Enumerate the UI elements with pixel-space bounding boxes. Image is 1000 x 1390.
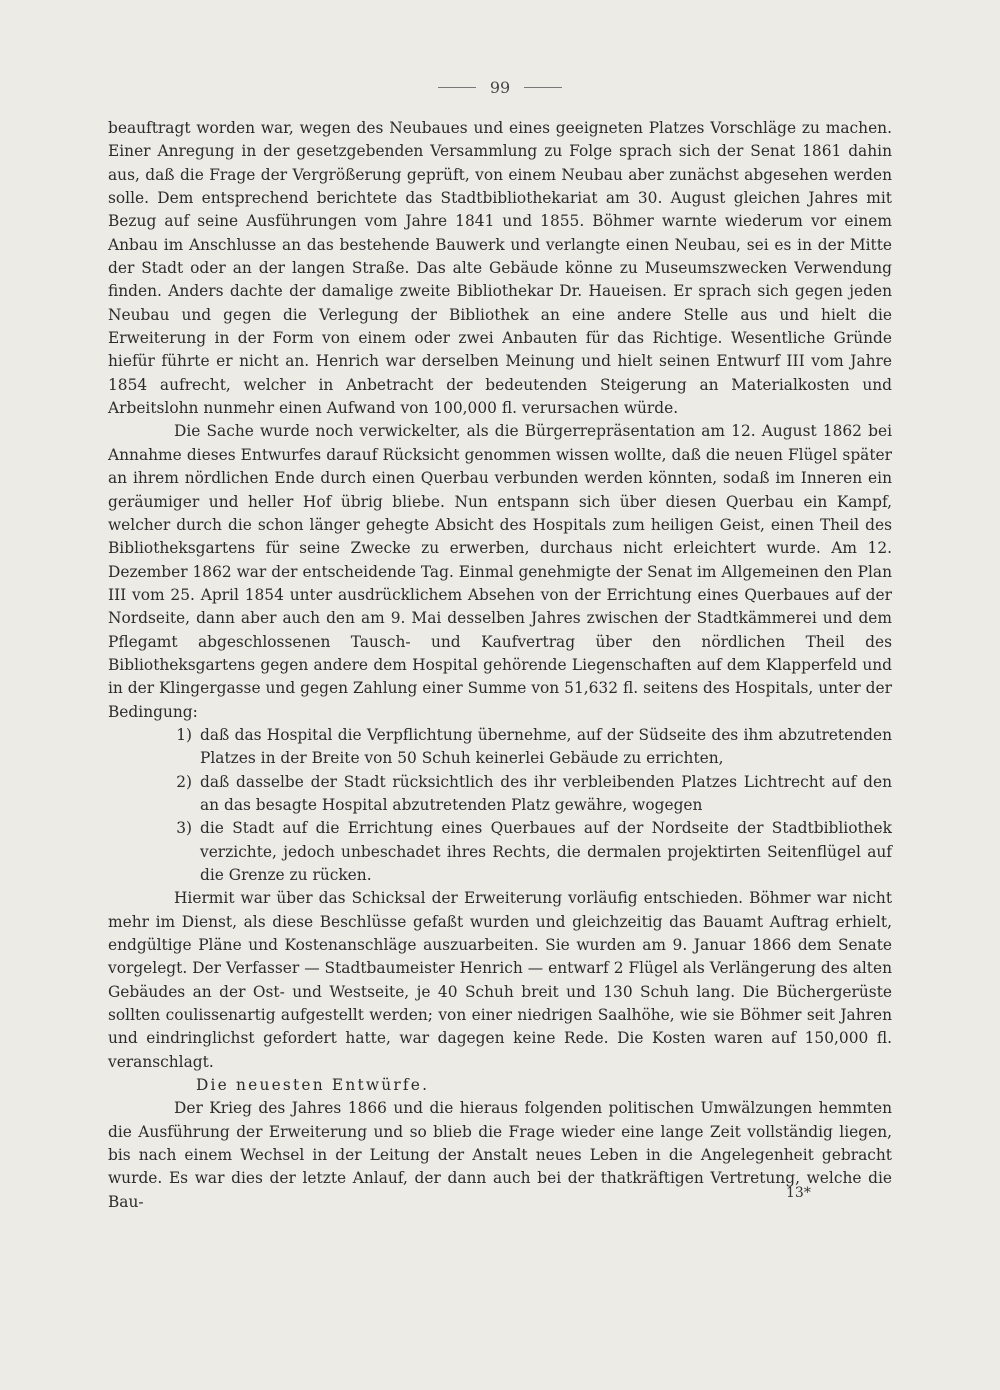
list-item-text: daß das Hospital die Verpflichtung übernehme, auf der Südseite des ihm abzutretenden Platzes in der Breite von 50 Schuh keinerlei Gebäude zu errichten, — [200, 725, 892, 768]
page-number: 99 — [489, 78, 511, 97]
list-item-text: die Stadt auf die Errichtung eines Querbaues auf der Nordseite der Stadtbibliothek verzichte, jedoch unbeschadet ihres Rechts, die dermalen projektirten Seitenflügel auf die Grenze zu rücken. — [200, 819, 892, 884]
paragraph-3: Hiermit war über das Schicksal der Erweiterung vorläufig entschieden. Böhmer war nicht mehr im Dienst, als diese Beschlüsse gefaßt wurden und gleichzeitig das Bauamt Auftrag erhielt, endgültige Pläne und Kostenanschläge auszuarbeiten. Sie wurden am 9. Januar 1866 dem Senate vorgelegt. Der Verfasser — Stadtbaumeister Henrich — entwarf 2 Flügel als Verlängerung des alten Gebäudes an der Ost- und Westseite, je 40 Schuh breit und 130 Schuh lang. Die Büchergerüste sollten coulissenartig aufgestellt werden; von einer niedrigen Saalhöhe, wie sie Böhmer seit Jahren und eindringlichst gefordert hatte, war dagegen keine Rede. Die Kosten waren auf 150,000 fl. veranschlagt. — [108, 889, 892, 1071]
condition-list — [108, 724, 892, 887]
paragraph-1: beauftragt worden war, wegen des Neubaues und eines geeigneten Platzes Vorschläge zu machen. Einer Anregung in der gesetzgebenden Versammlung zu Folge sprach sich der Senat 1861 dahin aus, daß die Frage der Vergrößerung geprüft, von einem Neubau aber zunächst abgesehen werden solle. Dem entsprechend berichtete das Stadtbibliothekariat am 30. August gleichen Jahres mit Bezug auf seine Ausführungen vom Jahre 1841 und 1855. Böhmer warnte wiederum vor einem Anbau im Anschlusse an das bestehende Bauwerk und verlangte einen Neubau, sei es in der Mitte der Stadt oder an der langen Straße. Das alte Gebäude könne zu Museumszwecken Verwendung finden. Anders dachte der damalige zweite Bibliothekar Dr. Haueisen. Er sprach sich gegen jeden Neubau und gegen die Verlegung der Bibliothek an eine andere Stelle aus und hielt die Erweiterung in der Form von einem oder zwei Anbauten für das Richtige. Wesentliche Gründe hiefür führte er nicht an. Henrich war derselben Meinung und hielt seinen Entwurf III vom Jahre 1854 aufrecht, welcher in Anbetracht der bedeutenden Steigerung an Materialkosten und Arbeitslohn nunmehr einen Aufwand von 100,000 fl. verursachen würde. — [108, 119, 892, 418]
list-item — [108, 817, 892, 887]
body-text — [108, 117, 892, 1214]
header-dash-right — [524, 87, 562, 88]
list-item — [108, 771, 892, 818]
list-item-text: daß dasselbe der Stadt rücksichtlich des ihr verbleibenden Platzes Lichtrecht auf den an das besagte Hospital abzutretenden Platz gewähre, wogegen — [200, 772, 892, 814]
list-item-number: 2) — [176, 772, 192, 791]
list-item-number: 1) — [176, 725, 192, 744]
signature-mark: 13* — [786, 1185, 811, 1201]
list-item-number: 3) — [176, 819, 192, 838]
list-item — [108, 724, 892, 771]
paragraph-4: Der Krieg des Jahres 1866 und die hieraus folgenden politischen Umwälzungen hemmten die Ausführung der Erweiterung und so blieb die Frage wieder eine lange Zeit vollständig liegen, bis nach einem Wechsel in der Leitung der Anstalt neues Leben in die Angelegenheit gebracht wurde. Es war dies der letzte Anlauf, der dann auch bei der thatkräftigen Vertretung, welche die Bau- — [108, 1099, 892, 1211]
paragraph-2: Die Sache wurde noch verwickelter, als die Bürgerrepräsentation am 12. August 1862 bei Annahme dieses Entwurfes darauf Rücksicht genommen wissen wollte, daß die neuen Flügel später an ihrem nördlichen Ende durch einen Querbau verbunden werden könnten, sodaß im Inneren ein geräumiger und heller Hof übrig bliebe. Nun entspann sich über diesen Querbau ein Kampf, welcher durch die schon länger gehegte Absicht des Hospitals zum heiligen Geist, einen Theil des Bibliotheksgartens für seine Zwecke zu erwerben, durchaus nicht erleichtert wurde. Am 12. Dezember 1862 war der entscheidende Tag. Einmal genehmigte der Senat im Allgemeinen den Plan III vom 25. April 1854 unter ausdrücklichem Absehen von der Errichtung eines Querbaues auf der Nordseite, dann aber auch den am 9. Mai desselben Jahres zwischen der Stadtkämmerei und dem Pflegamt abgeschlossenen Tausch- und Kaufvertrag über den nördlichen Theil des Bibliotheksgartens gegen andere dem Hospital gehörende Liegenschaften auf dem Klapperfeld und in der Klingergasse und gegen Zahlung einer Summe von 51,632 fl. seitens des Hospitals, unter der Bedingung: — [108, 422, 892, 721]
page-header — [0, 78, 1000, 97]
section-heading: Die neuesten Entwürfe. — [196, 1076, 430, 1095]
header-dash-left — [438, 87, 476, 88]
